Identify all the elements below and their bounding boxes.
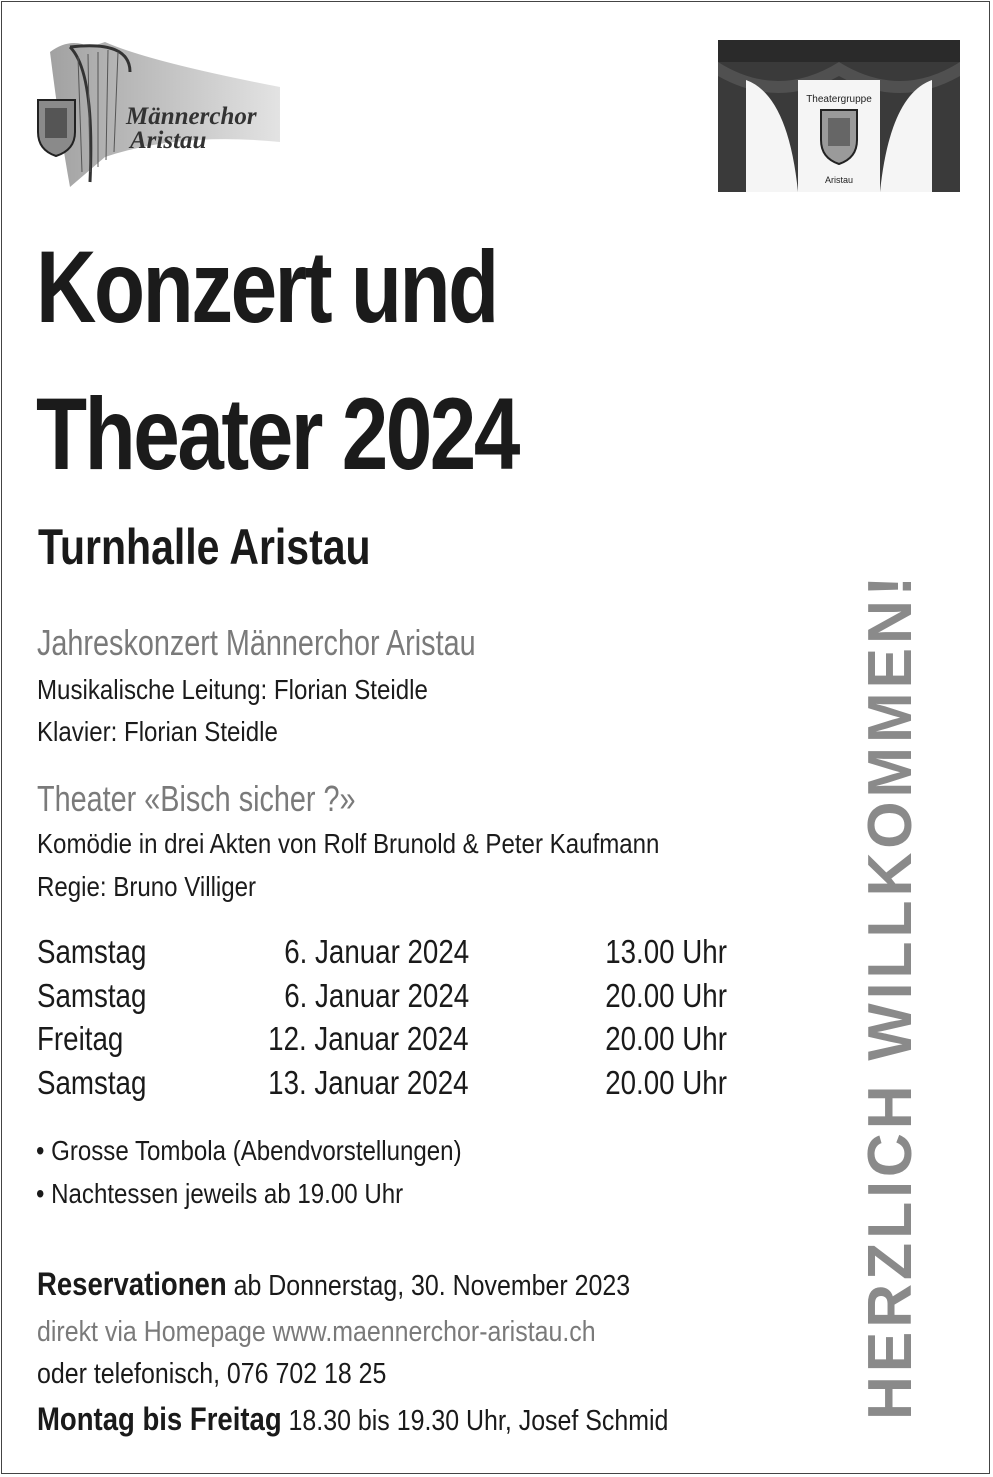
extra-item-tombola: • Grosse Tombola (Abendvorstellungen)	[36, 1135, 462, 1166]
venue-subtitle: Turnhalle Aristau	[38, 519, 371, 575]
schedule-row	[37, 1022, 737, 1062]
concert-line-1: Musikalische Leitung: Florian Steidle	[37, 674, 428, 705]
schedule-time: 13.00 Uhr	[605, 933, 727, 970]
reservations-start: ab Donnerstag, 30. November 2023	[226, 1270, 631, 1302]
extra-item-dinner: • Nachtessen jeweils ab 19.00 Uhr	[36, 1178, 404, 1209]
title-line-1: Konzert und	[36, 230, 497, 344]
schedule-row	[37, 935, 737, 975]
schedule-day: Samstag	[37, 933, 147, 970]
welcome-vertical-text: HERZLICH WILLKOMMEN!	[856, 572, 925, 1420]
concert-heading: Jahreskonzert Männerchor Aristau	[37, 622, 476, 663]
schedule-date: 12. Januar 2024	[268, 1020, 469, 1057]
theater-heading: Theater «Bisch sicher ?»	[37, 778, 356, 819]
schedule-date: 6. Januar 2024	[284, 933, 469, 970]
schedule-time: 20.00 Uhr	[605, 977, 727, 1014]
reservations-web: direkt via Homepage www.maennerchor-aristau.ch	[37, 1316, 596, 1348]
schedule-day: Freitag	[37, 1020, 124, 1057]
schedule-date: 6. Januar 2024	[284, 977, 469, 1014]
theatre-logo-name: Theatergruppe	[806, 94, 872, 105]
schedule-row	[37, 1066, 737, 1106]
theatergruppe-logo	[718, 40, 960, 192]
reservations-hours-line	[37, 1403, 668, 1436]
schedule-day: Samstag	[37, 977, 147, 1014]
reservations-hours: 18.30 bis 19.30 Uhr, Josef Schmid	[281, 1405, 669, 1437]
schedule-date: 13. Januar 2024	[268, 1064, 469, 1101]
theatre-logo-place: Aristau	[824, 175, 854, 185]
concert-line-2: Klavier: Florian Steidle	[37, 716, 278, 747]
schedule-day: Samstag	[37, 1064, 147, 1101]
choir-logo-line1: Männerchor	[126, 103, 257, 130]
theater-line-2: Regie: Bruno Villiger	[37, 871, 257, 902]
maennerchor-logo	[30, 32, 290, 192]
title-line-2: Theater 2024	[36, 377, 518, 491]
reservations-days-label: Montag bis Freitag	[37, 1401, 282, 1437]
reservations-label: Reservationen	[37, 1266, 227, 1302]
schedule-time: 20.00 Uhr	[605, 1020, 727, 1057]
choir-logo-line2: Aristau	[130, 127, 207, 154]
reservations-line	[37, 1268, 630, 1301]
schedule-time: 20.00 Uhr	[605, 1064, 727, 1101]
schedule-row	[37, 979, 737, 1019]
theater-line-1: Komödie in drei Akten von Rolf Brunold & Peter Kaufmann	[37, 828, 660, 859]
reservations-phone: oder telefonisch, 076 702 18 25	[37, 1358, 387, 1390]
